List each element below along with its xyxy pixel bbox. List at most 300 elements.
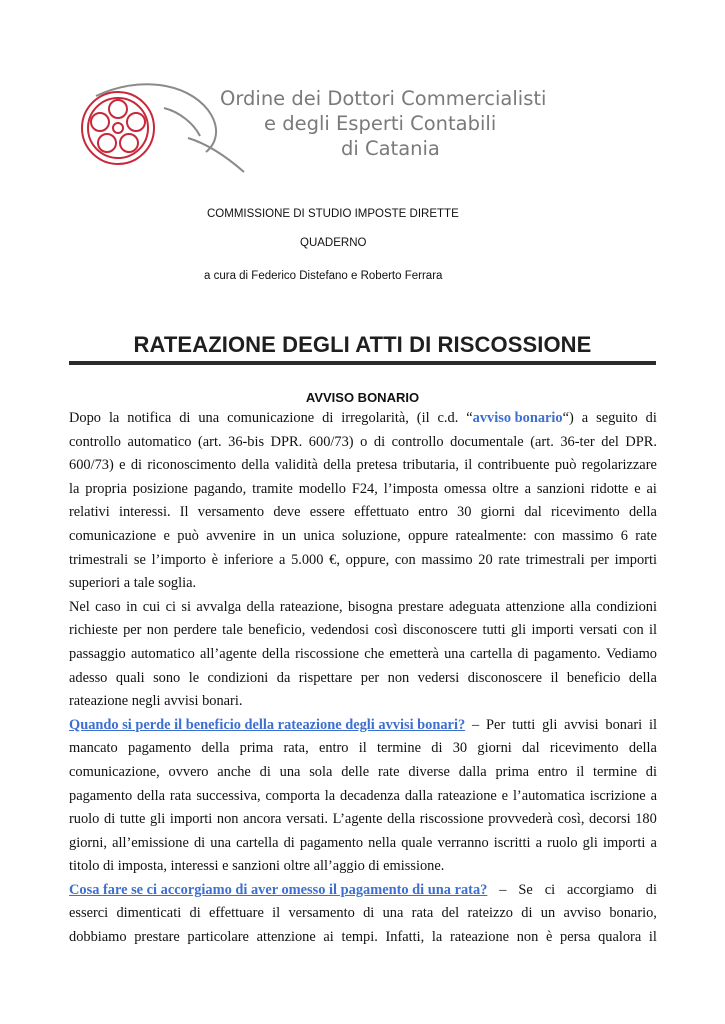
body-word: rata, (283, 740, 309, 757)
body-word: dimenticati (116, 905, 182, 922)
body-word: alla (570, 598, 591, 615)
body-line (69, 714, 657, 738)
body-word: il (649, 716, 657, 733)
body-word: 5.000 (291, 551, 324, 568)
body-word: o (360, 433, 368, 450)
body-word: Vediamo (605, 645, 657, 662)
body-line (69, 549, 657, 573)
body-word: disconoscere (402, 622, 478, 639)
body-line (69, 926, 657, 950)
body-word: rispettare (298, 669, 353, 686)
body-word: di (102, 858, 115, 875)
body-text (69, 407, 657, 950)
body-word: 20 (478, 551, 493, 568)
body-word: per (123, 622, 142, 639)
body-line (69, 431, 657, 455)
body-word: pagamento (299, 834, 364, 851)
body-word: di (368, 858, 380, 875)
body-word: il (272, 905, 281, 922)
body-word: qualora (598, 929, 642, 946)
body-word: ridotte (590, 480, 629, 497)
body-word: avvisi (164, 693, 199, 710)
body-word: importi (531, 622, 574, 639)
body-word: di (517, 645, 529, 662)
body-word: iscrizione (589, 787, 646, 804)
body-word: comporta (265, 787, 320, 804)
body-word: decadenza (340, 787, 400, 804)
body-word: dalla (458, 763, 487, 780)
body-word: a (123, 575, 131, 592)
body-word: effettuare (209, 905, 264, 922)
section-heading: AVVISO BONARIO (305, 390, 420, 405)
body-word: prestare (134, 929, 180, 946)
body-word: della (628, 740, 657, 757)
body-word: posizione (132, 480, 188, 497)
body-word: anche (217, 763, 251, 780)
body-word: cartella (470, 645, 513, 662)
body-word: una (279, 763, 301, 780)
body-word: non (387, 669, 410, 686)
body-word: di (104, 811, 116, 828)
body-word: di (645, 410, 657, 426)
body-word: sanzioni (536, 480, 585, 497)
body-word: condizioni (207, 669, 269, 686)
body-word: della (241, 457, 270, 474)
body-word: versati (579, 622, 618, 639)
body-word: l’imposta (383, 480, 439, 497)
body-word: titolo (69, 858, 100, 875)
body-word: decorsi (589, 811, 631, 828)
body-word: accorgiamo (566, 881, 634, 898)
body-line (69, 667, 657, 691)
body-word: soglia. (158, 575, 197, 592)
body-word: 36-bis (228, 433, 265, 450)
body-word: bisogna (347, 598, 393, 615)
body-word: così (374, 622, 398, 639)
body-word: sola (309, 763, 333, 780)
body-word: modello (298, 480, 346, 497)
body-word: bonario, (609, 905, 657, 922)
body-word: Il (179, 504, 189, 521)
body-word: – (499, 881, 507, 898)
body-word: può (177, 527, 199, 544)
authors: a cura di Federico Distefano e Roberto Ferrara (204, 270, 443, 282)
body-word: è (545, 929, 553, 946)
body-word: interessi. (118, 504, 171, 521)
body-word: gli (510, 622, 527, 639)
body-word: tramite (252, 480, 293, 497)
quoted-term (466, 407, 574, 431)
body-word: della (246, 598, 275, 615)
body-word: adesso (69, 669, 108, 686)
body-word: l’automatica (512, 787, 585, 804)
body-word: provvederà (488, 811, 554, 828)
body-word: in (263, 527, 275, 544)
body-word: sono (153, 669, 181, 686)
body-word: da (276, 669, 291, 686)
question-link[interactable]: Cosa fare se ci accorgiamo di aver omesso il pagamento di una rata? (69, 881, 488, 898)
body-word: a (650, 787, 657, 804)
body-word: irregolarità, (341, 410, 409, 426)
body-word: nella (368, 834, 397, 851)
document-title: RATEAZIONE DEGLI ATTI DI RISCOSSIONE (133, 332, 592, 357)
body-word: la (431, 929, 443, 946)
logo-line-1: Ordine dei Dottori Commercialisti (220, 87, 547, 110)
body-word: a (650, 834, 657, 851)
body-word: il (648, 622, 657, 639)
body-word: con (534, 527, 555, 544)
body-word: della (628, 504, 657, 521)
body-word: all’aggio (313, 858, 365, 875)
body-word: importi (169, 811, 213, 828)
body-word: dal (524, 504, 542, 521)
body-word: ratealmente: (455, 527, 527, 544)
body-word: “) (562, 410, 574, 426)
body-word: all’emissione (112, 834, 189, 851)
body-word: 6 (620, 527, 628, 544)
body-word: ricevimento (549, 740, 619, 757)
body-line (69, 619, 657, 643)
body-word: versamento (197, 504, 265, 521)
body-word: entro (318, 740, 349, 757)
body-word: attenzione (505, 598, 565, 615)
body-line (69, 643, 657, 667)
body-word: cartella (236, 834, 279, 851)
body-word: 30 (457, 504, 472, 521)
body-word: tempi. (341, 929, 378, 946)
body-word: verranno (437, 834, 489, 851)
body-word: rate (377, 763, 400, 780)
body-word: rate (635, 527, 657, 544)
body-word: ruolo (69, 811, 100, 828)
body-word: trimestrali (525, 551, 585, 568)
body-word: una (198, 410, 220, 426)
body-word: di (189, 905, 201, 922)
body-line (69, 808, 657, 832)
body-word: rateazione, (279, 598, 343, 615)
body-word: tutti (512, 716, 536, 733)
body-word: Se (518, 881, 533, 898)
body-word: una (444, 645, 465, 662)
body-word: Nel (69, 598, 90, 615)
logo-line-2: e degli Esperti Contabili (264, 112, 497, 135)
body-word: versati. (286, 811, 329, 828)
body-word: diverse (408, 763, 450, 780)
body-word: comunicazione (227, 410, 315, 426)
body-word: di (130, 457, 143, 474)
body-word: seguito (596, 410, 638, 426)
body-word: controllo (391, 433, 444, 450)
body-word: persa (560, 929, 591, 946)
body-word: tutte (119, 811, 146, 828)
body-word: il (358, 740, 367, 757)
body-word: inferiore (223, 551, 274, 568)
body-word: rateizzo (467, 905, 513, 922)
body-word: emetterà (389, 645, 439, 662)
body-word: gli (150, 811, 166, 828)
body-word: della (137, 787, 165, 804)
body-word: di (521, 905, 533, 922)
body-word: perdere (173, 622, 217, 639)
body-word: passaggio (69, 645, 126, 662)
body-word: un (540, 905, 556, 922)
body-word: 180 (635, 811, 657, 828)
body-word: della (201, 740, 230, 757)
body-word: ancora (243, 811, 282, 828)
body-word: massimo (421, 551, 473, 568)
body-word: comunicazione (69, 527, 157, 544)
body-line (69, 902, 657, 926)
body-word: di (645, 763, 657, 780)
body-word: negli (131, 693, 161, 710)
body-word: e (163, 527, 170, 544)
body-word: mancato (69, 740, 118, 757)
body-word: importi (614, 551, 657, 568)
body-word: vedendosi (310, 622, 370, 639)
body-line (69, 879, 657, 903)
body-word: ci (165, 598, 177, 615)
body-word: di (322, 410, 334, 426)
body-word: 30 (452, 740, 468, 757)
body-word: propria (85, 480, 127, 497)
body-word: imposta, (117, 858, 167, 875)
body-word: la (69, 480, 80, 497)
body-word: L’agente (332, 811, 383, 828)
body-word: si (181, 598, 192, 615)
body-word: unica (303, 527, 335, 544)
body-word: della (323, 457, 352, 474)
body-word: entro (537, 763, 568, 780)
body-word: a (535, 834, 543, 851)
body-word: regolarizzare (581, 457, 657, 474)
body-word: importi (602, 834, 646, 851)
body-word: non (146, 622, 169, 639)
body-word: e (222, 858, 229, 875)
question-link[interactable]: Quando si perde il beneficio della rateazione degli avvisi bonari? (69, 716, 466, 733)
body-word: c.d. (437, 410, 459, 426)
body-word: la (324, 787, 336, 804)
body-word: comunicazione, (69, 763, 160, 780)
body-word: una (382, 905, 404, 922)
body-word: avvalga (196, 598, 242, 615)
body-word: che (364, 645, 385, 662)
body-line (69, 785, 657, 809)
body-word: oltre (492, 480, 519, 497)
logo-emblem-icon (82, 92, 154, 164)
body-word: di (363, 905, 375, 922)
body-word: le (188, 669, 200, 686)
body-word: a (581, 410, 589, 426)
body-word: giorni (480, 504, 515, 521)
body-word: avvisi (564, 716, 599, 733)
body-line (69, 572, 657, 596)
body-word: quale (401, 834, 433, 851)
body-word: della (387, 811, 416, 828)
body-line (69, 454, 657, 478)
body-word: all’agente (200, 645, 257, 662)
body-word: relativi (69, 504, 110, 521)
body-word: delle (341, 763, 370, 780)
body-line (69, 690, 657, 714)
body-line (69, 737, 657, 761)
body-word: riscossione (295, 645, 360, 662)
body-word: controllo (69, 433, 121, 450)
body-line (69, 525, 657, 549)
body-word: beneficio, (248, 622, 306, 639)
body-word: ci (544, 881, 556, 898)
body-word: e (501, 787, 509, 804)
body-word: massimo (562, 527, 614, 544)
body-word: pagamento (69, 787, 133, 804)
logo-line-3: di Catania (341, 137, 440, 160)
body-word: disconoscere (467, 669, 543, 686)
body-word: il (576, 763, 585, 780)
body-word: ai (646, 480, 657, 497)
body-word: di (259, 763, 271, 780)
body-word: il (648, 929, 657, 946)
body-word: pagamento (128, 740, 192, 757)
body-word: contribuente (477, 457, 550, 474)
body-word: DPR. (270, 433, 303, 450)
body-word: avviso (563, 905, 602, 922)
body-word: rateazione (449, 929, 510, 946)
body-word: condizioni (596, 598, 657, 615)
body-word: della (261, 645, 290, 662)
body-word: pretesa (356, 457, 398, 474)
body-word: caso (95, 598, 121, 615)
body-word: per (360, 669, 380, 686)
body-word: dalla (404, 787, 433, 804)
body-word: l’importo (151, 551, 206, 568)
logo-wordmark (220, 86, 580, 161)
body-word: rateazione (69, 693, 129, 710)
title-rule (69, 361, 656, 365)
body-word: (art. (530, 433, 554, 450)
commission-name: COMMISSIONE DI STUDIO IMPOSTE DIRETTE (207, 208, 459, 220)
body-word: successiva, (196, 787, 261, 804)
body-word: iscritti (493, 834, 531, 851)
body-word: rata (411, 905, 434, 922)
body-word: “ (466, 410, 473, 426)
body-word: omessa (444, 480, 487, 497)
body-word: 600/73) (69, 457, 114, 474)
body-word: di (431, 740, 443, 757)
body-word: effettuato (354, 504, 409, 521)
body-line (69, 832, 657, 856)
body-word: tale (133, 575, 155, 592)
body-word: trimestrali (69, 551, 129, 568)
body-word: ai (323, 929, 334, 946)
body-word: il (464, 457, 473, 474)
body-word: adeguata (449, 598, 501, 615)
body-word: quali (115, 669, 145, 686)
body-line (69, 407, 657, 431)
body-word: richieste (69, 622, 118, 639)
body-word: automatico (130, 645, 195, 662)
body-word: una (210, 834, 232, 851)
body-word: rata (169, 787, 192, 804)
body-word: gli (542, 716, 558, 733)
body-word: tutti (482, 622, 506, 639)
body-word: può (554, 457, 577, 474)
body-word: prestare (398, 598, 444, 615)
body-word: riscossione (419, 811, 484, 828)
body-word: rate (498, 551, 520, 568)
body-line (69, 855, 657, 879)
body-word: in (126, 598, 138, 615)
body-word: giorni (477, 740, 512, 757)
body-word: oppure (408, 527, 449, 544)
body-word: 600/73) (308, 433, 354, 450)
body-word: bonari. (202, 693, 243, 710)
body-word: versamento (288, 905, 355, 922)
body-word: gli (582, 834, 598, 851)
body-word: automatico (127, 433, 192, 450)
body-word: oltre (283, 858, 311, 875)
body-word: il (550, 669, 559, 686)
highlight-term: avviso bonario (472, 410, 563, 426)
body-word: a (524, 480, 531, 497)
body-word: pagando, (193, 480, 247, 497)
body-word: un (281, 527, 297, 544)
body-line (69, 761, 657, 785)
body-word: con (394, 551, 416, 568)
body-word: non (216, 811, 239, 828)
body-word: è (211, 551, 219, 568)
body-word: €, (329, 551, 340, 568)
body-word: entro (418, 504, 448, 521)
body-word: del (441, 905, 460, 922)
body-word: bonari (605, 716, 643, 733)
body-word: Infatti, (385, 929, 425, 946)
body-word: dal (522, 740, 540, 757)
body-word: cui (142, 598, 161, 615)
body-word: (art. (198, 433, 222, 450)
body-word: di (645, 881, 657, 898)
body-word: oppure, (345, 551, 390, 568)
body-word: – (472, 716, 480, 733)
body-word: riconoscimento (147, 457, 237, 474)
body-word: DPR. (625, 433, 657, 450)
body-word: così, (557, 811, 585, 828)
body-line (69, 596, 657, 620)
body-word: essere (309, 504, 345, 521)
body-word: termine (377, 740, 421, 757)
body-word: vedersi (417, 669, 460, 686)
body-line (69, 478, 657, 502)
body-word: soluzione, (342, 527, 401, 544)
body-word: documentale (450, 433, 524, 450)
body-word: a (278, 551, 286, 568)
body-word: di (373, 433, 386, 450)
body-word: di (179, 410, 191, 426)
body-word: e (634, 480, 641, 497)
body-word: avvenire (206, 527, 256, 544)
body-word: validità (274, 457, 318, 474)
body-word: (il (416, 410, 430, 426)
body-word: ricevimento (551, 504, 620, 521)
body-word: 36-ter (560, 433, 595, 450)
body-word: giorni, (69, 834, 107, 851)
body-word: dobbiamo (69, 929, 127, 946)
body-word: Per (486, 716, 506, 733)
body-word: superiori (69, 575, 121, 592)
body-word: pagamento. (533, 645, 601, 662)
body-word: tale (222, 622, 243, 639)
body-word: esserci (69, 905, 109, 922)
body-word: non (516, 929, 539, 946)
document-type: QUADERNO (300, 237, 367, 249)
